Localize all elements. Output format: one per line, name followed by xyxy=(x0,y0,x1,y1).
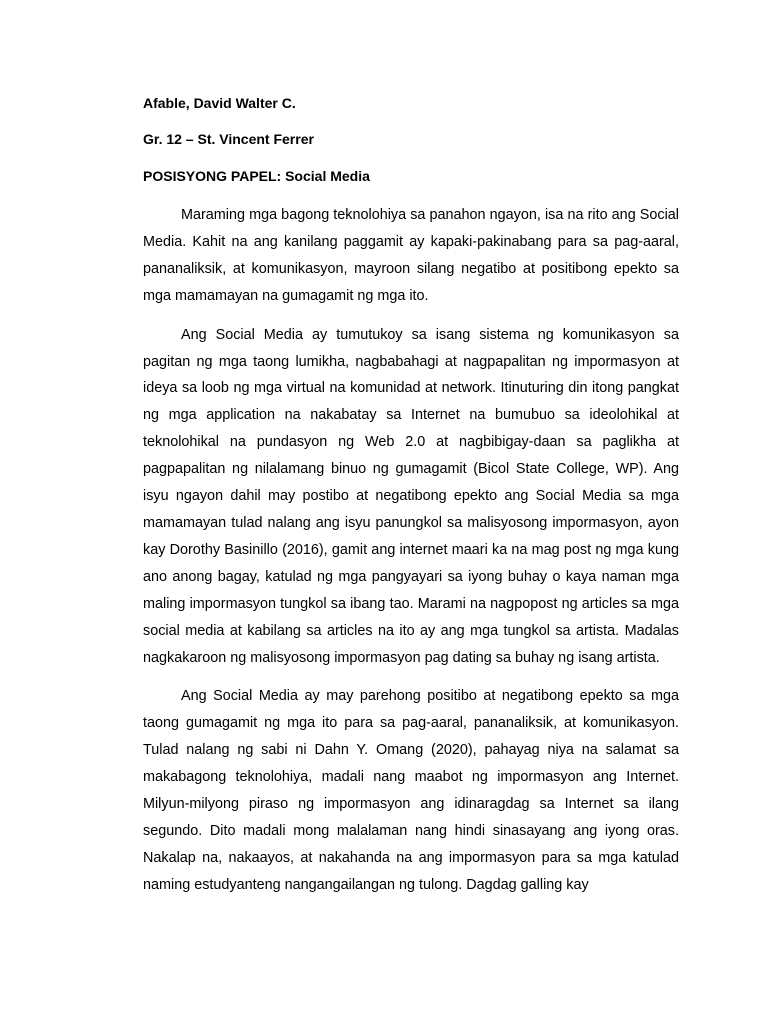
grade-section: Gr. 12 – St. Vincent Ferrer xyxy=(143,131,314,147)
paragraph-3: Ang Social Media ay may parehong positibo at negatibong epekto sa mga taong gumagamit ng mga ito para sa pag-aaral, pananaliksik, at komunikasyon. Tulad nalang ng sabi ni Dahn Y. Omang (2020), pahayag niya na salamat sa makabagong teknolohiya, madali nang maabot ng impormasyon ang Internet. Milyun-milyong piraso ng impormasyon ang idinaragdag sa Internet sa ilang segundo. Dito madali mong malalaman nang hindi sinasayang ang iyong oras. Nakalap na, nakaayos, at nakahanda na ang impormasyon para sa mga katulad naming estudyanteng nangangailangan ng tulong. Dagdag galling kay xyxy=(143,688,679,893)
paragraph-2: Ang Social Media ay tumutukoy sa isang sistema ng komunikasyon sa pagitan ng mga taong lumikha, nagbabahagi at nagpapalitan ng impormasyon at ideya sa loob ng mga virtual na komunidad at network. Itinuturing din itong pangkat ng mga application na nakabatay sa Internet na bumubuo sa ideolohikal at teknolohikal na pundasyon ng Web 2.0 at nagbibigay-daan sa paglikha at pagpapalitan ng nilalamang binuo ng gumagamit (Bicol State College, WP). Ang isyu ngayon dahil may postibo at negatibong epekto ang Social Media sa mga mamamayan tulad nalang ang isyu panungkol sa malisyosong impormasyon, ayon kay Dorothy Basinillo (2016), gamit ang internet maari ka na mag post ng mga kung ano anong bagay, katulad ng mga pangyayari sa iyong buhay o kaya naman mga maling impormasyon tungkol sa ibang tao. Marami na nagpopost ng articles sa mga social media at kabilang sa articles na ito ay ang mga tungkol sa artista. Madalas nagkakaroon ng malisyosong impormasyon pag dating sa buhay ng isang artista. xyxy=(143,326,679,666)
paper-title: POSISYONG PAPEL: Social Media xyxy=(143,168,370,184)
author-name: Afable, David Walter C. xyxy=(143,95,296,111)
document-body xyxy=(143,202,679,899)
paragraph-1: Maraming mga bagong teknolohiya sa panahon ngayon, isa na rito ang Social Media. Kahit na ang kanilang paggamit ay kapaki-pakinabang para sa pag-aaral, pananaliksik, at komunikasyon, mayroon silang negatibo at positibong epekto sa mga mamamayan na gumagamit ng mga ito. xyxy=(143,207,679,304)
